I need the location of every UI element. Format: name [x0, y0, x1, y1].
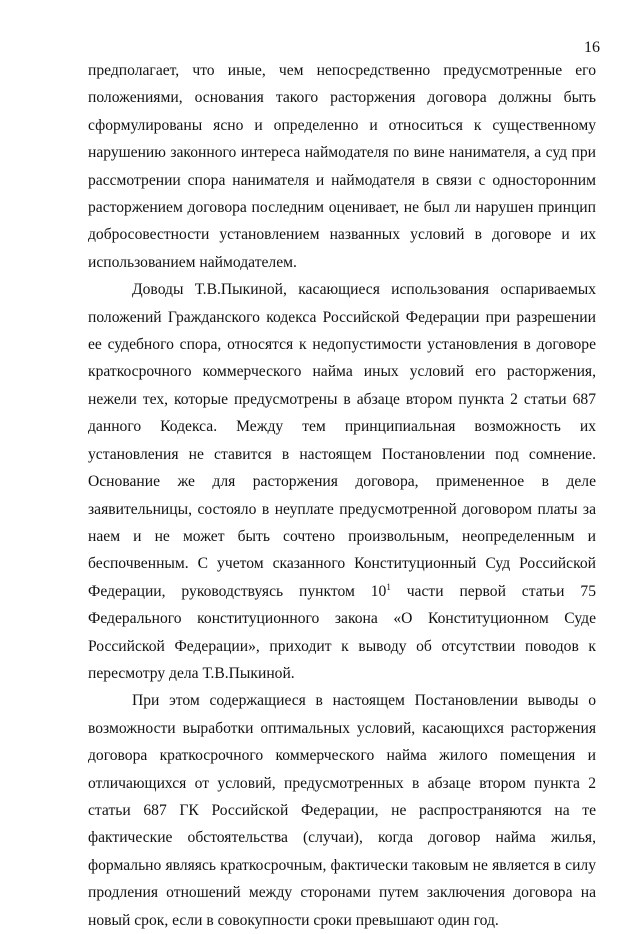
paragraph-2-text-end: части первой статьи 75 Федерального конституционного закона «О Конституционном Суде Российской Федерации», приходит к выводу об отсутствии поводов к пересмотру дела Т.В.Пыкиной.: [88, 582, 596, 682]
paragraph-2-text-start: Доводы Т.В.Пыкиной, касающиеся использования оспариваемых положений Гражданского кодекса Российской Федерации при разрешении ее судебного спора, относятся к недопустимости установления в договоре краткосрочного коммерческого найма иных условий его расторжения, нежели тех, которые предусмотрены в абзаце втором пункта 2 статьи 687 данного Кодекса. Между тем принципиальная возможность их установления не ставится в настоящем Постановлении под сомнение. Основание же для расторжения договора, примененное в деле заявительницы, состояло в неуплате предусмотренной договором платы за наем и не может быть сочтено произвольным, неопределенным и беспочвенным. С учетом сказанного Конституционный Суд Российской Федерации, руководствуясь пунктом 10: [88, 281, 596, 600]
paragraph-2: [88, 276, 596, 687]
paragraph-3: При этом содержащиеся в настоящем Постановлении выводы о возможности выработки оптимальных условий, касающихся расторжения договора краткосрочного коммерческого найма жилого помещения и отличающихся от условий, предусмотренных в абзаце втором пункта 2 статьи 687 ГК Российской Федерации, не распространяются на те фактические обстоятельства (случаи), когда договор найма жилья, формально являясь краткосрочным, фактически таковым не является в силу продления отношений между сторонами путем заключения договора на новый срок, если в совокупности сроки превышают один год.: [88, 692, 596, 929]
document-body: [88, 57, 596, 934]
footnote-superscript: 1: [386, 581, 391, 592]
paragraph-1: предполагает, что иные, чем непосредственно предусмотренные его положениями, основания такого расторжения договора должны быть сформулированы ясно и определенно и относиться к существенному нарушению законного интереса наймодателя по вине нанимателя, а суд при рассмотрении спора нанимателя и наймодателя в связи с односторонним расторжением договора последним оценивает, не был ли нарушен принцип добросовестности установлением названных условий в договоре и их использованием наймодателем.: [88, 62, 596, 271]
page-number: 16: [584, 39, 600, 56]
